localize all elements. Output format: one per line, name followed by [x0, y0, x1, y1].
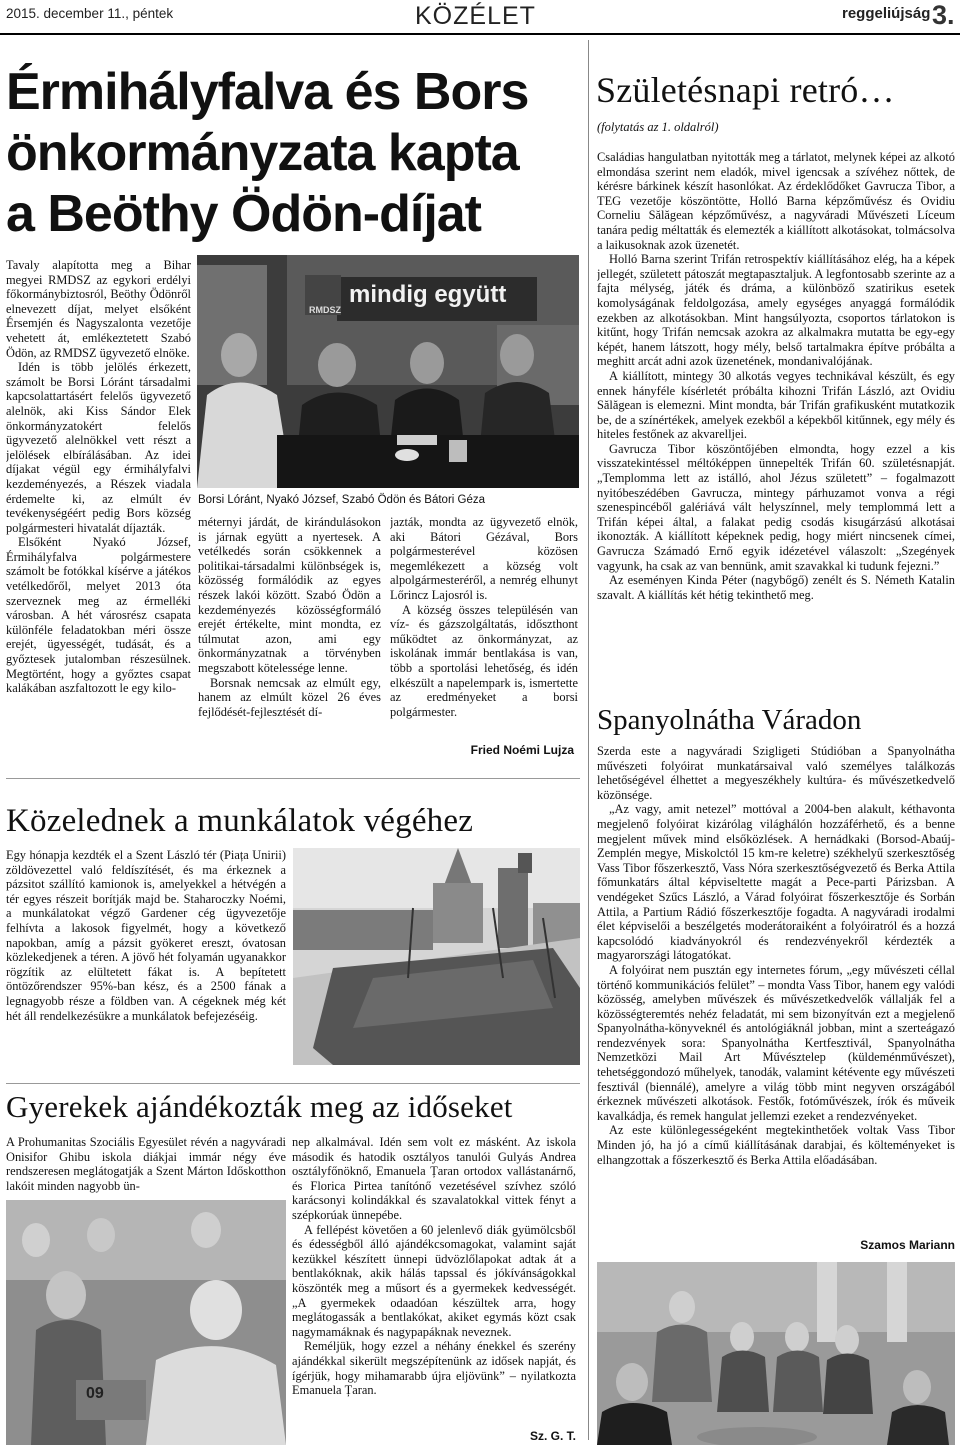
retro-article-subtitle: (folytatás az 1. oldalról)	[597, 120, 719, 134]
column-divider	[588, 40, 589, 1440]
main-article-photo	[197, 255, 579, 488]
page-number: 3.	[932, 0, 955, 30]
photo-illustration	[597, 1262, 955, 1445]
gifts-article-title: Gyerekek ajándékozták meg az időseket	[6, 1089, 513, 1124]
header-section: KÖZÉLET	[415, 2, 536, 30]
paragraph: A község összes településén van víz- és gázszolgáltatás, időszthont működtet az önkormányzat, az iskolának immár bentlakása is van, több a sportolási lehetőség, és idén elkészült a napelempark is, ismertette az eredményeket a borsi polgármester.	[390, 602, 578, 719]
spanyol-article-signature: Szamos Mariann	[860, 1238, 955, 1252]
photo-banner-logo: RMDSZ	[309, 305, 341, 315]
paragraph: Idén is több jelölés érkezett, számolt be Borsi Lóránt társadalmi kapcsolattartásért felelős ügyvezető alelnök, aki Kiss Sándor Elek önkormányzatokért felelős ügyvezető alelnökkel vett részt a jelölések elbírálásában. Az idei díjakat végül egy érmihályfalvi kezdeményezés, a Részek viadala érdemelte ki, az elmúlt év tevékenységéért pedig Bors község polgármesteri hivatalát díjazták.	[6, 360, 191, 535]
title-line-3: a Beöthy Ödön-díjat	[6, 185, 481, 243]
photo-banner-text: mindig együtt	[349, 281, 507, 308]
main-photo-caption: Borsi Lóránt, Nyakó József, Szabó Ödön és Bátori Géza	[198, 494, 486, 506]
main-article-col3	[390, 515, 578, 741]
main-article-signature: Fried Noémi Lujza	[470, 743, 574, 757]
main-article-title	[6, 62, 586, 245]
retro-article-text	[597, 150, 955, 674]
title-line-2: önkormányzata kapta	[6, 124, 519, 182]
photo-shirt-number: 09	[86, 1385, 104, 1402]
paragraph: jazták, mondta az ügyvezető elnök, aki Bátori Gézával, Bors polgármesterével közösen megemlékezett a község volt alpolgármesteréről, a nemrég elhunyt Lőrincz Lajosról is.	[390, 515, 578, 602]
paragraph: A Prohumanitas Szociális Egyesület révén a nagyváradi Onisifor Ghibu iskola diákjai immár négy éve rendszeresen meglátogatják a Szent Márton Időskotthon lakóit minden nagyobb ün-	[6, 1135, 286, 1193]
header-brand	[842, 5, 930, 22]
spanyol-article-photo	[597, 1262, 955, 1445]
main-article-col1	[6, 258, 191, 756]
paragraph: Reméljük, hogy ezzel a néhány énekkel és szerény ajándékkal sikerült megszépítenünk az idősek napját, és ígérjük, hogy mihamarabb újra eljövünk” – nyilatkozta Emanuela Țaran.	[292, 1339, 576, 1398]
paragraph: A fellépést követően a 60 jelenlevő diák gyümölcsből és édességből álló ajándékcsomagokat, valamint saját kezükkel készített ünnepi üdvözlőlapokat adtak át a bentlakóknak, akik hálás tapssal és jókívánságokkal köszönték meg a műsort és a gyermekek kedvességét. „A gyermekek odaadóan készültek arra, hogy meglátogassák a bentlakókat, akiket egymás közt csak nagymamáknak és nagypapáknak neveznek.	[292, 1222, 576, 1339]
gifts-article-col1	[6, 1135, 286, 1197]
works-article-title: Közelednek a munkálatok végéhez	[6, 803, 474, 839]
gifts-article-col2	[292, 1135, 576, 1427]
photo-illustration	[293, 848, 580, 1065]
paragraph: nep alkalmával. Idén sem volt ez másként. Az iskola második és hatodik osztályos tanulói Gulyás Andrea osztályfőnöknő, Emanuela Țaran ortodox vallástanárnő, és Florica Pirtea tanítónő vezetésével szívhez szóló karácsonyi kolindákkal és szavalatokkal vittek fényt a szépkorúak ünnepébe.	[292, 1135, 576, 1222]
gifts-article-signature: Sz. G. T.	[529, 1429, 576, 1443]
paragraph: „Az vagy, amit netezel” mottóval a 2004-ben alakult, kéthavonta megjelenő folyóirat kizárólag világhálón hozzáférhető, és a benne megjelent művek mind elsőközlések. A hernádkaki (Borsod-Abaúj-Zemplén megye, Miskolctól 15 km-re keletre) székhelyű szerkesztőség Vass Tibor főszerkesztő, Vass Nóra szerkesztőségvezető és Berka Attila főmunkatárs által képviseltette magát a Pece-parti Párizsban. A vendégeket Szűcs László, a Várad folyóirat főszerkesztője és Sorbán Attila, a Partium Rádió főszerkesztője fogadta. A nagyváradi irodalmi élet képviselői a beszélgetés moderátoraiként a folyóiratról és a hozzá kapcsolódó kiadványokról és rendezvényekről kérdezték a magyarországi látogatókat.	[597, 802, 955, 963]
main-article-col2	[198, 515, 381, 758]
paragraph: méternyi járdát, de kirándulásokon is járnak együtt a nyertesek. A vetélkedés során csökkennek a politikai-társadalmi különbségek is, közösség formálódik az egyes részek lakói között. Szabó Ödön a kezdeményezés közösségformáló erejét értékelte, mint mondta, ez túlmutat azon, ami egy önkormányzatnak a törvényben megszabott kötelessége lenne.	[198, 515, 381, 675]
paragraph: Egy hónapja kezdték el a Szent László tér (Piața Unirii) zöldövezettel való feldíszítését, és ma érkeznek a pázsitot szállító kamionok is, amelyekkel a hétvégén a tér egyes részeit borítják majd be. Staharoczky Noémi, a munkálatokat végző Gardener cég ügyvezetője felhívta a lakosok figyelmét, hogy a következő napokban, amíg a pázsit gyökeret ereszt, óvatosan közlekedjenek a téren. A jövő hét folyamán ugyanakkor rögzítik az elültetett fákat is. A bepítetett öntözőrendszer 95%-ban kész, és a 2500 fának a legnagyobb része a földben van. A cégeknek még két hét áll rendelkezésükre a munkálatok befejezéséig.	[6, 848, 286, 1023]
header-rule	[0, 33, 960, 35]
paragraph: Tavaly alapította meg a Bihar megyei RMDSZ az egykori erdélyi főkormánybiztosról, Beöthy Ödönről elnevezett díjat, melyet elsőként Érsemjén és Nagyszalonta vezetője vehetett át, emlékeztetett Szabó Ödön, az RMDSZ ügyvezető elnöke.	[6, 258, 191, 360]
header-date: 2015. december 11., péntek	[6, 6, 174, 21]
section-divider	[6, 778, 580, 779]
works-article-text	[6, 848, 286, 1064]
photo-illustration	[6, 1200, 286, 1445]
gifts-article-photo	[6, 1200, 286, 1445]
section-divider	[6, 1083, 580, 1084]
paragraph: Holló Barna szerint Trifán retrospektív kiállításához elég, ha a képek jellegét, született pátoszát megtapasztaljuk. A legfontosabb szerinte az a fajta mélység, játék és dráma, a különböző szatirikus esetek komolyságának feldolgozása, amely egységes anyaggá formálódik ezekben az alkotásokban. Mint hangsúlyozta, csoportos tárlatokon is kitűnt, hogy Trifán nemcsak azokra az alkalmakra mutatta be egy-egy képét, hanem látszott, hogy mély, belső tartalmakra építve próbálta a meghitt arcát adni azok üzenetének, mondanivalójának.	[597, 252, 955, 369]
brand-name: reggeliújság	[842, 5, 931, 22]
paragraph: Borsnak nemcsak az elmúlt egy, hanem az elmúlt közel 26 éves fejlődését-fejlesztését dí-	[198, 675, 381, 719]
spanyol-article-text	[597, 744, 955, 1236]
paragraph: Elsőként Nyakó József, Érmihályfalva polgármestere számolt be fotókkal kísérve a játékos vetélkedőről, melyet 2013 óta szerveznek meg az érmelléki városban. A hét városrész csapata különféle feladatokban méri össze erejét, ügyességét, tudását, és a győztesek jutalomban részesülnek. Megtörtént, hogy a győztes csapat kalákában aszfaltozott le egy kilo-	[6, 535, 191, 696]
paragraph: Családias hangulatban nyitották meg a tárlatot, melynek képei az alkotó elmondása szerint nem eladók, mivel igencsak a szívéhez nőttek, de kérésre bárkinek készít hasonlókat. Az érdeklődőket Gavrucza Tibor, a TEG vezetője köszöntötte, Holló Barna képzőművész és Ovidiu Corneliu Sălăgean képzőművész, a nagyváradi Művészeti Líceum tanára pedig méltatták és elemezték a kiállított alkotásokat, tolmácsolva a laikusoknak azok üzenetét.	[597, 150, 955, 252]
paragraph: A kiállított, mintegy 30 alkotás vegyes technikával készült, és egy ennek hányféle kísérletét próbálta kihozni Trifán László, azt Ovidiu Sălăgean is elemezni. Mint mondta, bár Trifán grafikusként mutatkozik be, de a színértékek, amelyek ezekből a képekből kitűnnek, egy mély és hiteles festőnek az akvarelljei.	[597, 368, 955, 442]
paragraph: Az eseményen Kinda Péter (nagybőgő) zenélt és S. Németh Katalin szavalt. A kiállítás két hétig tekinthető meg.	[597, 573, 955, 602]
spanyol-article-title: Spanyolnátha Váradon	[597, 704, 862, 736]
paragraph: Az este különlegességeként megtekinthetőek voltak Vass Tibor Minden jó, ha jó a című kiállításának darabjai, és költeményeket is elhangzottak a főszerkesztő és Berka Attila előadásában.	[597, 1123, 955, 1167]
paragraph: Szerda este a nagyváradi Szigligeti Stúdióban a Spanyolnátha művészeti folyóirat munkatársaival való személyes találkozás lehetőségével élhettet a megyeszékhely kultúra- és művészetkedvelő közönsége.	[597, 744, 955, 802]
works-article-photo	[293, 848, 580, 1065]
paragraph: A folyóirat nem pusztán egy internetes fórum, „egy művészeti céllal történő kommunikációs felület” – mondta Vass Tibor, hanem egy valódi közösség, amelyben művészek és művészetkedvelők vállalják fel a közösségteremtés nehéz feladatát, mi sem bizonyítván ezt a megjelenő Spanyolnátha-könyveknél és antológiáknál jobban, mint a szerteágazó rendezvények sora: Spanyolnátha Kertfesztivál, Spanyolnátha Nemzetközi Mail Art Művésztelep (küldeménművészet), tehetséggondozó műhelyek, tanodák, valamint kétévente egy művészeti fesztivál (biennálé), amelyre a világ több mint negyven országából érkeznek művészeti alkotások. Festők, fotóművészek, írók és műveik kavalkádja, és remek hangulat jellemzi ezeket a rendezvényeket.	[597, 962, 955, 1123]
retro-article-title: Születésnapi retró…	[596, 70, 895, 110]
title-line-1: Érmihályfalva és Bors	[6, 63, 529, 121]
paragraph: Gavrucza Tibor köszöntőjében elmondta, hogy ezzel a kis visszatekintéssel méltóképpen ünnepelték Trifán 60. születésnapját. „Templomma lett az istálló, ahol Jézus született” – fogalmazott nyitóbeszédében Gavrucza, mintegy párhuzamot vonva a régi szenespincéből galériává vált helyszínnel, mely templommá lett a Trifán képei által, a falakat pedig csodás kisugárzású alkotásai ikonozták. A kiállított képeknek pedig, hogy miért nincsenek címei, Gavrucza Számadó Ernő egyik idézetével válaszolt: „Szegények vagyunk, ha csak az van bennünk, amit szavakkal ki tudunk fejezni.”	[597, 441, 955, 573]
